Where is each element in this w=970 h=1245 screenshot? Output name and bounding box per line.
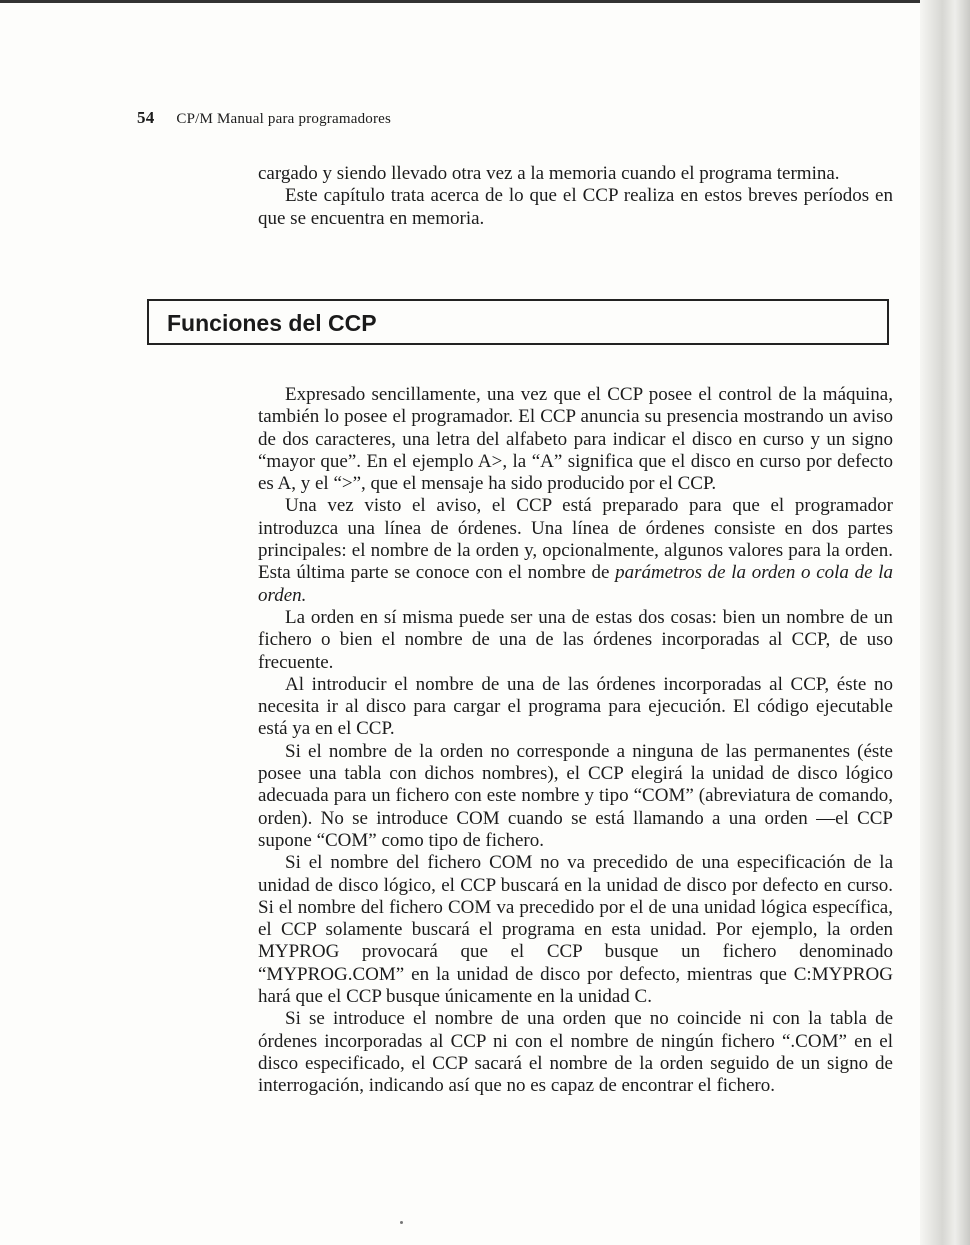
body-paragraph-3: La orden en sí misma puede ser una de estas dos cosas: bien un nombre de un fichero o bien el nombre de una de las órdenes incorporadas al CCP, de uso frecuente. <box>258 606 893 673</box>
intro-paragraph-continued: cargado y siendo llevado otra vez a la memoria cuando el programa termina. <box>258 163 840 184</box>
intro-paragraph: Este capítulo trata acerca de lo que el CCP realiza en estos breves períodos en que se encuentra en memoria. <box>258 185 893 229</box>
running-title: CP/M Manual para programadores <box>176 111 392 127</box>
body-paragraph-5: Si el nombre de la orden no corresponde a ninguna de las permanentes (éste posee una tabla con dichos nombres), el CCP elegirá la unidad de disco lógico adecuada para un fichero con este nombre y tipo “COM” (abreviatura de comando, orden). No se introduce COM cuando se está llamando a una orden —el CCP supone “COM” como tipo de fichero. <box>258 740 893 851</box>
body-paragraph-6: Si el nombre del fichero COM no va precedido de una especificación de la unidad de disco lógico, el CCP buscará en la unidad de disco por defecto en curso. Si el nombre del fichero COM va precedido por el de una unidad lógica específica, el CCP solamente buscará el programa en esta unidad. Por ejemplo, la orden MYPROG provocará que el CCP busque un fichero denominado “MYPROG.COM” en la unidad de disco por defecto, mientras que C:MYPROG hará que el CCP busque únicamente en la unidad C. <box>258 852 893 1008</box>
body-paragraph-1: Expresado sencillamente, una vez que el CCP posee el control de la máquina, también lo posee el programador. El CCP anuncia su presencia mostrando un aviso de dos caracteres, una letra del alfabeto para indicar el disco en curso y un signo “mayor que”. En el ejemplo A>, la “A” significa que el disco en curso por defecto es A, y el “>”, que el mensaje ha sido producido por el CCP. <box>258 384 893 495</box>
parameters-term: parámetros de la orden o cola de la orden. <box>258 562 893 606</box>
running-header <box>137 108 391 128</box>
page-edge-shadow <box>920 0 970 1245</box>
section-title: Funciones del CCP <box>167 310 377 336</box>
scan-speck <box>400 1221 403 1224</box>
page-number: 54 <box>137 108 155 127</box>
intro-text <box>258 163 893 230</box>
scan-top-edge <box>0 0 970 3</box>
section-body <box>258 384 893 1098</box>
body-paragraph-4: Al introducir el nombre de una de las órdenes incorporadas al CCP, éste no necesita ir al disco para cargar el programa para ejecución. El código ejecutable está ya en el CCP. <box>258 673 893 740</box>
body-paragraph-7: Si se introduce el nombre de una orden que no coincide ni con la tabla de órdenes incorporadas al CCP ni con el nombre de ningún fichero “.COM” en el disco especificado, el CCP sacará el nombre de la orden seguido de un signo de interrogación, indicando así que no es capaz de encontrar el fichero. <box>258 1008 893 1097</box>
body-paragraph-2-text: Una vez visto el aviso, el CCP está preparado para que el programador introduzca una línea de órdenes. Una línea de órdenes consiste en dos partes principales: el nombre de la orden y, opcionalmente, algunos valores para la orden. Esta última parte se conoce con el nombre de <box>258 495 893 584</box>
body-paragraph-2 <box>258 495 893 606</box>
section-heading-box <box>147 299 889 345</box>
